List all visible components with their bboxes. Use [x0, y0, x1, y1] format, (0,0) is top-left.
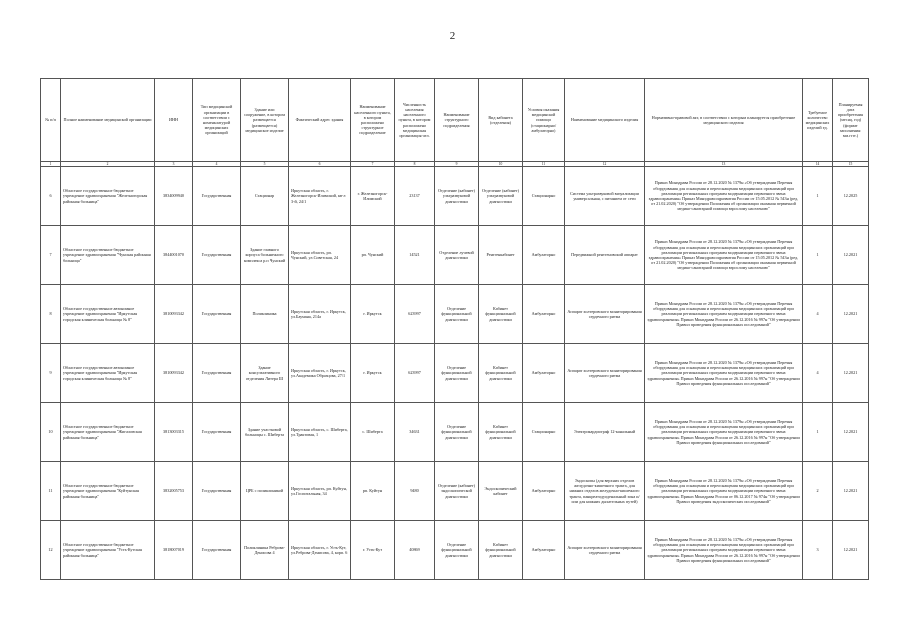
- quantity: 2: [803, 462, 833, 521]
- cabinet: Рентгенкабинет: [479, 226, 523, 285]
- column-number: 1: [41, 162, 61, 167]
- organization-name: Областное государственное бюджетное учреждение здравоохранения "Жигаловская районная больница": [61, 403, 155, 462]
- column-number: 9: [435, 162, 479, 167]
- column-number: 2: [61, 162, 155, 167]
- device-name: Эндоскопы (для верхних отделов желудочно-кишечного тракта, для нижних отделов желудочно-кишечного тракта, панкреатодуоденальный зона и/или для нижних дыхательных путей): [565, 462, 645, 521]
- cabinet: Эндоскопический кабинет: [479, 462, 523, 521]
- cabinet: Кабинет функциональной диагностики: [479, 285, 523, 344]
- inn: 3818007019: [155, 521, 193, 580]
- locality: г. Железногорск-Илимский: [351, 167, 395, 226]
- table-row: [41, 285, 869, 344]
- building: Поликлиника: [241, 285, 289, 344]
- column-header: Полное наименование медицинской организации: [61, 79, 155, 162]
- table-row: [41, 462, 869, 521]
- care-conditions: Амбулаторно: [523, 226, 565, 285]
- organization-name: Областное государственное бюджетное учреждение здравоохранения "Усть-Кутская районная больница": [61, 521, 155, 580]
- page-number: 2: [449, 30, 456, 42]
- column-number: 7: [351, 162, 395, 167]
- organization-type: Государственная: [193, 521, 241, 580]
- equipment-table: [40, 78, 869, 580]
- column-number: 6: [289, 162, 351, 167]
- organization-type: Государственная: [193, 167, 241, 226]
- planned-date: 12.2021: [833, 285, 869, 344]
- column-number: 10: [479, 162, 523, 167]
- population: 34631: [395, 403, 435, 462]
- locality: г. Иркутск: [351, 285, 395, 344]
- row-number: 7: [41, 226, 61, 285]
- address: Иркутская область, г. Усть-Кут, ул.Реброва-Денисова, 4, корп. 6: [289, 521, 351, 580]
- column-header: Наименование населенного пункта, в котором расположено структурное подразделение: [351, 79, 395, 162]
- locality: рп. Куйтун: [351, 462, 395, 521]
- inn: 3810093342: [155, 285, 193, 344]
- structural-unit: Отделение функциональной диагностики: [435, 403, 479, 462]
- column-header: Условия оказания медицинской помощи (стационарно/амбулаторно): [523, 79, 565, 162]
- planned-date: 12.2021: [833, 462, 869, 521]
- organization-name: Областное государственное бюджетное учреждение здравоохранения "Чунская районная больница": [61, 226, 155, 285]
- inn: 3832005753: [155, 462, 193, 521]
- column-header: Вид кабинета (отделения): [479, 79, 523, 162]
- planned-date: 12.2021: [833, 344, 869, 403]
- row-number: 11: [41, 462, 61, 521]
- locality: рп. Чунский: [351, 226, 395, 285]
- care-conditions: Амбулаторно: [523, 285, 565, 344]
- legal-act: Приказ Минздрава России от 28.12.2020 № 1379н «Об утверждении Перечня оборудования для оснащения и переоснащения медицинских организаций при реализации региональных программ модернизации первичного звена здравоохранения» Приказ Минздрава России от 26.12.2016 № 997н "Об утверждении Правил проведения функциональных исследований": [645, 521, 803, 580]
- legal-act: Приказ Минздрава России от 28.12.2020 № 1379н «Об утверждении Перечня оборудования для оснащения и переоснащения медицинских организаций при реализации региональных программ модернизации первичного звена здравоохранения» Приказ Минздрава России от 26.12.2016 № 997н "Об утверждении Правил проведения функциональных исследований": [645, 344, 803, 403]
- locality: г. Иркутск: [351, 344, 395, 403]
- column-header: № п/п: [41, 79, 61, 162]
- row-number: 8: [41, 285, 61, 344]
- column-number: 4: [193, 162, 241, 167]
- legal-act: Приказ Минздрава России от 28.12.2020 № 1379н «Об утверждении Перечня оборудования для оснащения и переоснащения медицинских организаций при реализации региональных программ модернизации первичного звена здравоохранения» Приказ Минздрава России от 26.12.2016 № 997н "Об утверждении Правил проведения функциональных исследований": [645, 285, 803, 344]
- table-row: [41, 521, 869, 580]
- care-conditions: Амбулаторно: [523, 344, 565, 403]
- organization-type: Государственная: [193, 226, 241, 285]
- device-name: Аппарат холтеровского мониторирования сердечного ритма: [565, 344, 645, 403]
- quantity: 1: [803, 226, 833, 285]
- structural-unit: Отделение (кабинет) ультразвуковой диагностики: [435, 167, 479, 226]
- structural-unit: Отделение (кабинет) эндоскопической диагностики: [435, 462, 479, 521]
- population: 23137: [395, 167, 435, 226]
- quantity: 4: [803, 344, 833, 403]
- address: Иркутская область, рп. Куйтун, ул.Госпитальная, 34: [289, 462, 351, 521]
- table-body: [41, 167, 869, 580]
- quantity: 1: [803, 167, 833, 226]
- column-header: Нормативно-правовой акт, в соответствии с которым планируется приобретение медицинского изделия: [645, 79, 803, 162]
- column-number: 8: [395, 162, 435, 167]
- column-number: 5: [241, 162, 289, 167]
- care-conditions: Стационарно: [523, 403, 565, 462]
- inn: 3813003315: [155, 403, 193, 462]
- planned-date: 12.2021: [833, 226, 869, 285]
- device-name: Аппарат холтеровского мониторирования сердечного ритма: [565, 521, 645, 580]
- structural-unit: Отделение функциональной диагностики: [435, 344, 479, 403]
- building: Здание консультативного отделения Литера Ш: [241, 344, 289, 403]
- address: Иркутская область, с. Шиберта, ул.Трактовая, 1: [289, 403, 351, 462]
- organization-name: Областное государственное автономное учреждение здравоохранения "Иркутская городская клиническая больница № 8": [61, 344, 155, 403]
- column-header: Здание или сооружение, в котором размещается (размещается) медицинское изделие: [241, 79, 289, 162]
- table-row: [41, 226, 869, 285]
- table-row: [41, 344, 869, 403]
- device-name: Система ультразвуковой визуализации универсальная, с питанием от сети: [565, 167, 645, 226]
- locality: г. Усть-Кут: [351, 521, 395, 580]
- column-header: Планируемая дата приобретения (месяц, год) (формат заполнения: мм.гггг.): [833, 79, 869, 162]
- planned-date: 12.2021: [833, 521, 869, 580]
- organization-type: Государственная: [193, 285, 241, 344]
- building: Здание участковой больницы с. Шиберта: [241, 403, 289, 462]
- organization-type: Государственная: [193, 344, 241, 403]
- legal-act: Приказ Минздрава России от 28.12.2020 № 1379н «Об утверждении Перечня оборудования для оснащения и переоснащения медицинских организаций при реализации региональных программ модернизации первичного звена здравоохранения» Приказ Минздравсоцразвития России от 15.05.2012 № 543н (ред. от 21.02.2020) "Об утверждении Положения об организации оказания первичной медико-санитарной помощи взрослому населению": [645, 226, 803, 285]
- care-conditions: Амбулаторно: [523, 521, 565, 580]
- building: Поликлиника Реброва-Денисова 4: [241, 521, 289, 580]
- table-row: [41, 403, 869, 462]
- organization-type: Государственная: [193, 462, 241, 521]
- building: ЦРБ с поликлиникой: [241, 462, 289, 521]
- column-header: Требуемое количество медицинских изделий ед.: [803, 79, 833, 162]
- planned-date: 12.2025: [833, 167, 869, 226]
- device-name: Передвижной рентгеновский аппарат: [565, 226, 645, 285]
- planned-date: 12.2021: [833, 403, 869, 462]
- device-name: Электрокардиограф 12-канальный: [565, 403, 645, 462]
- table-header-row: [41, 79, 869, 162]
- table-row: [41, 167, 869, 226]
- column-number: 11: [523, 162, 565, 167]
- column-header: Наименование медицинского изделия: [565, 79, 645, 162]
- row-number: 12: [41, 521, 61, 580]
- row-number: 10: [41, 403, 61, 462]
- column-number: 3: [155, 162, 193, 167]
- care-conditions: Амбулаторно: [523, 462, 565, 521]
- inn: 3844001070: [155, 226, 193, 285]
- legal-act: Приказ Минздрава России от 28.12.2020 № 1379н «Об утверждении Перечня оборудования для оснащения и переоснащения медицинских организаций при реализации региональных программ модернизации первичного звена здравоохранения» Приказ Минздрава России от 06.12.2017 № 974н "Об утверждении Правил проведения эндоскопических исследований": [645, 462, 803, 521]
- inn: 3834009940: [155, 167, 193, 226]
- address: Иркутская область, г. Иркутск, ул.Академика Образцова, 27/1: [289, 344, 351, 403]
- population: 623997: [395, 285, 435, 344]
- column-number: 12: [565, 162, 645, 167]
- inn: 3810093342: [155, 344, 193, 403]
- address: Иркутская область, г. Иркутск, ул.Баумана, 214а: [289, 285, 351, 344]
- row-number: 6: [41, 167, 61, 226]
- structural-unit: Отделение лучевой диагностики: [435, 226, 479, 285]
- address: Иркутская область, г. Железногорск-Илимский, кв-л 3-й, 24/1: [289, 167, 351, 226]
- quantity: 1: [803, 403, 833, 462]
- organization-type: Государственная: [193, 403, 241, 462]
- column-header: Фактический адрес здания: [289, 79, 351, 162]
- locality: с. Шиберта: [351, 403, 395, 462]
- population: 623997: [395, 344, 435, 403]
- column-header: Численность населения населенного пункта, в котором расположено медицинская организация чел.: [395, 79, 435, 162]
- organization-name: Областное государственное бюджетное учреждение здравоохранения "Железногорская районная больница": [61, 167, 155, 226]
- structural-unit: Отделение функциональной диагностики: [435, 285, 479, 344]
- column-number: 14: [803, 162, 833, 167]
- population: 14521: [395, 226, 435, 285]
- building: Здание главного корпуса больничного комплекса р.п Чунский: [241, 226, 289, 285]
- building: Стационар: [241, 167, 289, 226]
- cabinet: Кабинет функциональной диагностики: [479, 521, 523, 580]
- legal-act: Приказ Минздрава России от 28.12.2020 № 1379н «Об утверждении Перечня оборудования для оснащения и переоснащения медицинских организаций при реализации региональных программ модернизации первичного звена здравоохранения» Приказ Минздравсоцразвития России от 15.05.2012 № 543н (ред. от 21.02.2020) "Об утверждении Положения об организации оказания первичной медико-санитарной помощи взрослому населению": [645, 167, 803, 226]
- organization-name: Областное государственное бюджетное учреждение здравоохранения "Куйтунская районная больница": [61, 462, 155, 521]
- care-conditions: Стационарно: [523, 167, 565, 226]
- structural-unit: Отделение функциональной диагностики: [435, 521, 479, 580]
- column-header: Наименование структурного подразделения: [435, 79, 479, 162]
- population: 9480: [395, 462, 435, 521]
- organization-name: Областное государственное автономное учреждение здравоохранения "Иркутская городская клиническая больница № 8": [61, 285, 155, 344]
- device-name: Аппарат холтеровского мониторирования сердечного ритма: [565, 285, 645, 344]
- cabinet: Кабинет функциональной диагностики: [479, 344, 523, 403]
- quantity: 3: [803, 521, 833, 580]
- column-header: Тип медицинской организации в соответствии с номенклатурой медицинских организаций: [193, 79, 241, 162]
- column-header: ИНН: [155, 79, 193, 162]
- address: Иркутская область, рп. Чунский, ул.Советская, 24: [289, 226, 351, 285]
- row-number: 9: [41, 344, 61, 403]
- column-number: 15: [833, 162, 869, 167]
- quantity: 4: [803, 285, 833, 344]
- legal-act: Приказ Минздрава России от 28.12.2020 № 1379н «Об утверждении Перечня оборудования для оснащения и переоснащения медицинских организаций при реализации региональных программ модернизации первичного звена здравоохранения» Приказ Минздрава России от 26.12.2016 № 997н "Об утверждении Правил проведения функциональных исследований": [645, 403, 803, 462]
- cabinet: Кабинет функциональной диагностики: [479, 403, 523, 462]
- population: 40869: [395, 521, 435, 580]
- cabinet: Отделение (кабинет) ультразвуковой диагностики: [479, 167, 523, 226]
- column-number: 13: [645, 162, 803, 167]
